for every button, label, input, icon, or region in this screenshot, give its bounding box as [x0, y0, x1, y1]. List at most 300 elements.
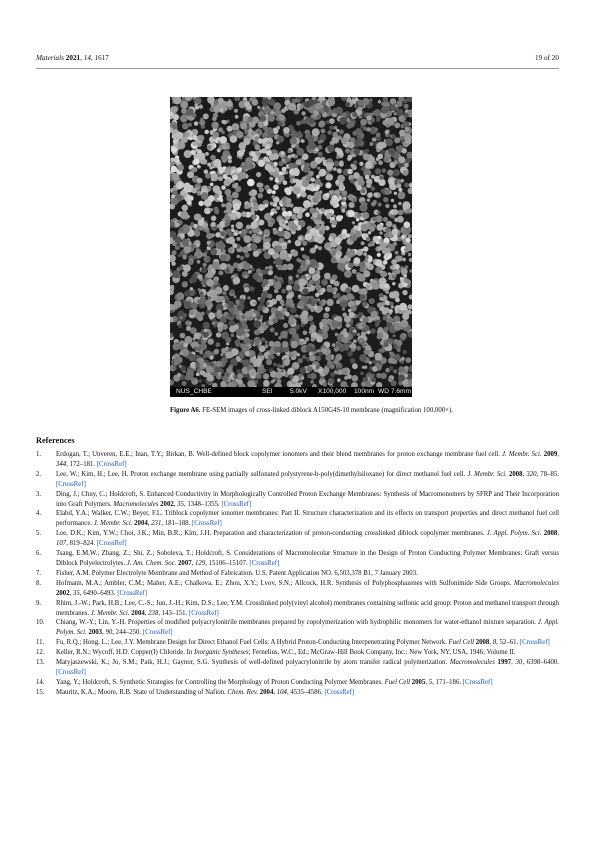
sem-grain [198, 201, 204, 207]
sem-magnification: X100,000 [318, 388, 347, 395]
sem-grain [389, 309, 393, 313]
sem-grain [404, 278, 409, 283]
reference-text: Elabd, Y.A.; Walker, C.W.; Beyer, F.L. Triblock copolymer ionomer membranes: Part II. Structure characterization and its effects on transport properties and direct methanol fuel cell performance. [56, 510, 559, 528]
sem-grain [325, 354, 332, 361]
sem-grain [262, 98, 269, 105]
reference-text: Rhim, J.-W.; Park, H.B.; Lee, C.-S.; Jun, J.-H.; Kim, D.S.; Lee, Y.M. Crosslinked poly(vinyl alcohol) membranes containing sulfonic acid group: Proton and methanol transport through membranes. [56, 599, 559, 617]
sem-grain [393, 369, 397, 373]
sem-grain [361, 167, 365, 171]
page-number: 19 of 20 [535, 54, 559, 62]
sem-grain [310, 307, 315, 312]
sem-grain [259, 204, 263, 208]
sem-grain [318, 246, 322, 250]
reference-number: 1. [36, 451, 42, 458]
sem-grain [180, 316, 183, 319]
sem-grain [211, 216, 217, 222]
sem-grain [288, 103, 296, 111]
sem-grain [237, 373, 243, 379]
sem-grain [369, 98, 373, 102]
sem-grain [363, 252, 367, 256]
sem-grain [304, 101, 311, 108]
sem-grain [193, 309, 198, 314]
sem-grain [402, 201, 410, 209]
sem-grain [237, 379, 243, 385]
sem-grain [353, 339, 357, 343]
sem-grain [244, 102, 249, 107]
sem-grain [365, 256, 369, 260]
sem-grain [354, 149, 360, 155]
sem-grain [372, 217, 377, 222]
sem-grain [388, 179, 394, 185]
sem-grain [282, 341, 289, 348]
sem-grain [311, 247, 317, 253]
sem-grain [388, 148, 395, 155]
crossref-link[interactable]: [CrossRef] [142, 629, 173, 637]
sem-grain [224, 179, 231, 186]
sem-grain [247, 117, 252, 122]
crossref-link[interactable]: [CrossRef] [519, 639, 550, 647]
sem-grain [299, 382, 302, 385]
sem-grain [220, 317, 227, 324]
sem-grain [337, 378, 341, 382]
sem-grain [371, 377, 376, 382]
sem-grain [195, 313, 201, 319]
reference-item: 4. Elabd, Y.A.; Walker, C.W.; Beyer, F.L. Triblock copolymer ionomer membranes: Part II. Structure characterization and its effects on transport properties and direct methanol fuel cell performance. J. Membr. Sci. 2004, 231, 181–188. [CrossRef] [36, 510, 559, 528]
sem-grain [290, 137, 297, 144]
sem-grain [253, 199, 257, 203]
sem-grain [352, 112, 357, 117]
sem-grain [255, 358, 262, 365]
reference-pages: , 171–186. [432, 678, 463, 686]
sem-grain [174, 236, 181, 243]
sem-grain [302, 241, 307, 246]
sem-grain [384, 189, 390, 195]
sem-grain [330, 372, 335, 377]
sem-grain [225, 304, 229, 308]
sem-grain [223, 285, 229, 291]
references-list [36, 450, 559, 698]
sem-grain [336, 215, 342, 221]
sem-grain [385, 228, 389, 232]
reference-text: Tsang, E.M.W.; Zhang, Z.; Shi, Z.; Soboleva, T.; Holdcroft, S. Considerations of Macromolecular Structure in the Design of Proton Conducting Polymer Membranes: Graft versus Diblock Polyelectrolytes. [56, 550, 559, 567]
sem-grain [288, 276, 293, 281]
sem-grain [226, 101, 233, 108]
reference-pages: , 78–85. [536, 470, 559, 478]
sem-grain [174, 158, 178, 162]
sem-grain [381, 102, 385, 106]
sem-grain [370, 241, 374, 245]
sem-grain [251, 151, 256, 156]
sem-texture [170, 97, 412, 387]
sem-grain [310, 143, 317, 150]
sem-grain [404, 104, 409, 109]
sem-grain [347, 252, 353, 258]
sem-grain [236, 369, 241, 374]
sem-grain [385, 204, 389, 208]
sem-grain [314, 191, 322, 199]
sem-grain [339, 117, 347, 125]
sem-grain [367, 198, 370, 201]
crossref-link[interactable]: [CrossRef] [56, 480, 86, 488]
sem-grain [341, 137, 348, 144]
reference-volume: 104 [276, 688, 287, 696]
sem-grain [207, 145, 211, 149]
sem-grain [257, 106, 260, 109]
sem-grain [310, 325, 316, 331]
sem-grain [318, 121, 324, 127]
reference-year: 2003 [88, 629, 103, 637]
reference-volume: 35 [177, 500, 184, 508]
reference-number: 7. [36, 569, 42, 577]
sem-grain [262, 306, 265, 309]
sem-grain [179, 352, 182, 355]
sem-grain [217, 309, 222, 314]
sem-grain [403, 112, 408, 117]
sem-grain [372, 282, 380, 290]
sem-grain [253, 320, 261, 328]
sem-grain [331, 257, 337, 263]
reference-volume: 30 [515, 659, 523, 667]
sem-grain [368, 231, 371, 234]
reference-pages: , 1348–1355. [183, 500, 222, 508]
reference-year: 2004 [134, 520, 148, 528]
sem-grain [384, 283, 389, 288]
sem-grain [405, 265, 409, 269]
sem-grain [379, 283, 385, 289]
sem-grain [180, 101, 188, 109]
sem-grain [265, 164, 272, 171]
sem-grain [268, 270, 273, 275]
sem-grain [393, 204, 397, 208]
sem-grain [302, 180, 309, 187]
sem-grain [293, 187, 301, 195]
sem-grain [278, 175, 285, 182]
sem-grain [182, 281, 188, 287]
sem-grain [404, 366, 409, 371]
sem-grain [242, 246, 249, 253]
reference-pages: ; Fernelius, W.C., Ed.; McGraw-Hill Book Company, Inc.: New York, NY, USA, 1946; Volume II. [248, 649, 516, 657]
sem-grain [318, 158, 323, 163]
sem-grain [171, 250, 176, 255]
sem-grain [226, 367, 233, 374]
sem-grain [302, 310, 309, 317]
sem-grain [307, 374, 311, 378]
crossref-link[interactable]: [CrossRef] [249, 559, 280, 567]
sem-grain [245, 157, 253, 165]
crossref-link[interactable]: [CrossRef] [56, 668, 86, 676]
reference-item: 14. Yang, Y.; Holdcroft, S. Synthetic Strategies for Controlling the Morphology of Proton Conducting Polymer Membranes. Fuel Cell 2005, 5, 171–186. [CrossRef] [36, 678, 493, 686]
sem-grain [222, 353, 225, 356]
reference-number: 4. [36, 510, 42, 518]
reference-year: 2004 [259, 688, 274, 696]
sem-grain [232, 192, 239, 199]
sem-grain [272, 379, 275, 382]
sem-grain [356, 346, 361, 351]
sem-grain [358, 290, 362, 294]
sem-grain [333, 359, 339, 365]
sem-grain [278, 227, 282, 231]
crossref-link[interactable]: [CrossRef] [221, 500, 252, 508]
sem-grain [387, 111, 392, 116]
sem-grain [383, 260, 388, 265]
sem-grain [247, 329, 250, 332]
sem-grain [252, 313, 256, 317]
crossref-link[interactable]: [CrossRef] [462, 678, 493, 686]
sem-grain [263, 242, 271, 250]
sem-grain [375, 353, 383, 361]
reference-journal: Macromolecules [113, 500, 159, 508]
sem-grain [281, 289, 286, 294]
sem-grain [210, 248, 217, 255]
sem-grain [248, 270, 252, 274]
reference-volume: 5 [428, 678, 433, 686]
reference-pages: , 172–181. [66, 460, 97, 468]
sem-grain [359, 162, 363, 166]
sem-grain [280, 331, 288, 339]
sem-grain [328, 99, 335, 106]
sem-grain [182, 239, 189, 246]
sem-grain [316, 336, 323, 343]
sem-grain [372, 137, 376, 141]
reference-item: 10. Chiang, W.-Y.; Lin, Y.-H. Properties of modified polyacrylonitrile membranes prepared by copolymerization with hydrophilic monomers for water-ethanol mixture separation. J. Appl. Polym. Sci. 2003, 90, 244–250. [CrossRef] [36, 619, 559, 637]
sem-grain [317, 145, 322, 150]
sem-grain [347, 157, 351, 161]
sem-grain [197, 253, 201, 257]
sem-grain [388, 377, 393, 382]
sem-grain [298, 358, 303, 363]
sem-grain [198, 379, 202, 383]
sem-grain [269, 341, 275, 347]
crossref-link[interactable]: [CrossRef] [188, 609, 219, 617]
sem-grain [319, 169, 327, 177]
sem-grain [260, 115, 266, 121]
sem-grain [302, 208, 305, 211]
sem-grain [203, 113, 209, 119]
sem-grain [301, 111, 305, 115]
reference-number: 14. [36, 678, 45, 686]
sem-grain [389, 302, 393, 306]
sem-grain [187, 171, 194, 178]
sem-grain [305, 233, 312, 240]
sem-grain [283, 323, 288, 328]
sem-grain [231, 333, 235, 337]
sem-grain [361, 189, 366, 194]
sem-grain [264, 185, 269, 190]
sem-grain [377, 302, 382, 307]
sem-grain [203, 322, 210, 329]
journal-year: 2021 [65, 54, 81, 62]
sem-grain [212, 122, 219, 129]
sem-grain [359, 267, 364, 272]
sem-grain [180, 233, 185, 238]
sem-grain [251, 131, 256, 136]
sem-grain [329, 118, 335, 124]
sem-grain [394, 323, 402, 331]
reference-number: 9. [36, 599, 42, 607]
sem-mode: SEI [262, 388, 273, 395]
sem-grain [209, 166, 213, 170]
sem-grain [311, 337, 316, 342]
sem-grain [258, 122, 264, 128]
sem-grain [218, 242, 225, 249]
sem-grain [263, 144, 266, 147]
sem-grain [395, 269, 400, 274]
sem-voltage: 5.0kV [290, 388, 307, 395]
sem-grain [383, 217, 388, 222]
reference-journal: J. Appl. Polym. Sci. [486, 530, 542, 538]
reference-item: 3. Ding, J.; Chuy, C.; Holdcroft, S. Enhanced Conductivity in Morphologically Controlled Proton Exchange Membranes: Synthesis of Macromonomers by SFRP and Their Incorporation into Graft Polymers. Macromolecules 2002, 35, 1348–1355. [CrossRef] [36, 490, 559, 508]
sem-grain [255, 208, 259, 212]
sem-grain [288, 254, 292, 258]
sem-grain [302, 288, 308, 294]
sem-grain [239, 351, 245, 357]
reference-number: 13. [36, 659, 45, 667]
sem-grain [337, 369, 343, 375]
sem-grain [233, 203, 241, 211]
sem-grain [228, 237, 235, 244]
sem-grain [220, 254, 227, 261]
sem-grain [190, 327, 197, 334]
sem-grain [365, 175, 370, 180]
sem-grain [176, 181, 184, 189]
sem-grain [269, 280, 274, 285]
sem-grain [297, 108, 300, 111]
sem-grain [326, 162, 333, 169]
sem-grain [403, 170, 409, 176]
sem-grain [285, 220, 288, 223]
sem-grain [242, 359, 250, 367]
sem-grain [218, 372, 221, 375]
sem-grain [329, 125, 333, 129]
sem-grain [281, 369, 284, 372]
crossref-link[interactable]: [CrossRef] [324, 688, 355, 696]
sem-grain [324, 273, 331, 280]
sem-grain [394, 339, 399, 344]
reference-volume: 344 [56, 460, 67, 468]
sem-grain [389, 366, 394, 371]
sem-grain [194, 214, 201, 221]
sem-grain [187, 200, 192, 205]
sem-grain [287, 150, 291, 154]
crossref-link[interactable]: [CrossRef] [191, 520, 222, 528]
sem-grain [211, 222, 216, 227]
sem-grain [372, 366, 378, 372]
sem-grain [333, 167, 337, 171]
sem-grain [213, 177, 217, 181]
sem-grain [270, 202, 274, 206]
sem-grain [305, 212, 310, 217]
sem-info-bar [170, 387, 412, 397]
reference-item [36, 569, 559, 579]
sem-grain [342, 307, 345, 310]
sem-grain [276, 206, 280, 210]
sem-grain [229, 313, 233, 317]
sem-grain [173, 366, 177, 370]
sem-grain [326, 286, 332, 292]
crossref-link[interactable]: [CrossRef] [96, 540, 127, 548]
sem-grain [288, 155, 292, 159]
reference-volume: 107 [56, 540, 67, 548]
figure-caption [170, 407, 560, 414]
sem-grain [271, 195, 275, 199]
reference-pages: , 52–61. [496, 639, 520, 647]
crossref-link[interactable]: [CrossRef] [117, 589, 148, 597]
reference-volume: 129 [195, 559, 206, 567]
sem-grain [375, 259, 382, 266]
sem-grain [378, 236, 382, 240]
sem-grain [265, 344, 269, 348]
sem-grain [317, 238, 323, 244]
sem-grain [203, 263, 207, 267]
sem-grain [228, 249, 232, 253]
sem-grain [224, 210, 227, 213]
sem-grain [249, 369, 256, 376]
sem-grain [343, 328, 347, 332]
sem-grain [227, 264, 231, 268]
sem-grain [360, 339, 363, 342]
sem-grain [341, 209, 345, 213]
sem-grain [207, 163, 211, 167]
sem-grain [323, 313, 329, 319]
reference-item: 11. Fu, R.Q.; Hong, L.; Lee, J.Y. Membrane Design for Direct Ethanol Fuel Cells: A Hybrid Proton-Conducting Interpenetrating Polymer Network. Fuel Cell 2008, 8, 52–61. [CrossRef] [36, 639, 550, 647]
reference-item: 13. Matyjaszewski, K.; Jo, S.M.; Paik, H.J.; Gaynor, S.G. Synthesis of well-defined polyacrylonitrile by atom transfer radical polymerization. Macromolecules 1997, 30, 6398–6400. [CrossRef] [36, 659, 559, 676]
sem-grain [266, 359, 272, 365]
sem-grain [196, 243, 199, 246]
sem-grain [326, 299, 333, 306]
sem-grain [385, 106, 390, 111]
sem-grain [269, 177, 273, 181]
sem-grain [348, 263, 354, 269]
sem-grain [179, 365, 182, 368]
sem-grain [206, 279, 214, 287]
sem-grain [239, 298, 245, 304]
reference-year: 2008 [475, 639, 490, 647]
sem-grain [348, 141, 355, 148]
sem-grain [244, 287, 249, 292]
sem-grain [208, 338, 214, 344]
sem-grain [327, 130, 332, 135]
sem-grain [356, 249, 363, 256]
sem-grain [220, 199, 224, 203]
sem-grain [292, 351, 297, 356]
sem-grain [326, 214, 331, 219]
sem-grain [348, 210, 355, 217]
sem-grain [197, 135, 202, 140]
sem-grain [278, 122, 282, 126]
reference-text: Yang, Y.; Holdcroft, S. Synthetic Strategies for Controlling the Morphology of Proton Conducting Polymer Membranes. [56, 678, 385, 686]
sem-grain [310, 161, 318, 169]
sem-grain [396, 109, 403, 116]
sem-grain [357, 273, 365, 281]
sem-grain [363, 127, 367, 131]
reference-number: 10. [36, 619, 45, 627]
sem-grain [369, 192, 372, 195]
sem-grain [312, 260, 317, 265]
sem-grain [190, 276, 197, 283]
sem-grain [259, 187, 264, 192]
sem-grain [334, 161, 340, 167]
sem-grain [319, 301, 323, 305]
sem-grain [248, 230, 252, 234]
sem-grain [311, 178, 315, 182]
sem-grain [298, 237, 302, 241]
sem-grain [224, 295, 228, 299]
sem-grain [267, 294, 272, 299]
reference-item: 1. Erdogan, T.; Unveren, E.E.; Inan, T.Y.; Birkan, B. Well-defined block copolymer ionomers and their blend membranes for proton exchange membrane fuel cell. J. Membr. Sci. 2009, 344, 172–181. [CrossRef] [36, 451, 559, 468]
sem-grain [246, 225, 251, 230]
crossref-link[interactable]: [CrossRef] [96, 460, 127, 468]
sem-grain [342, 190, 347, 195]
